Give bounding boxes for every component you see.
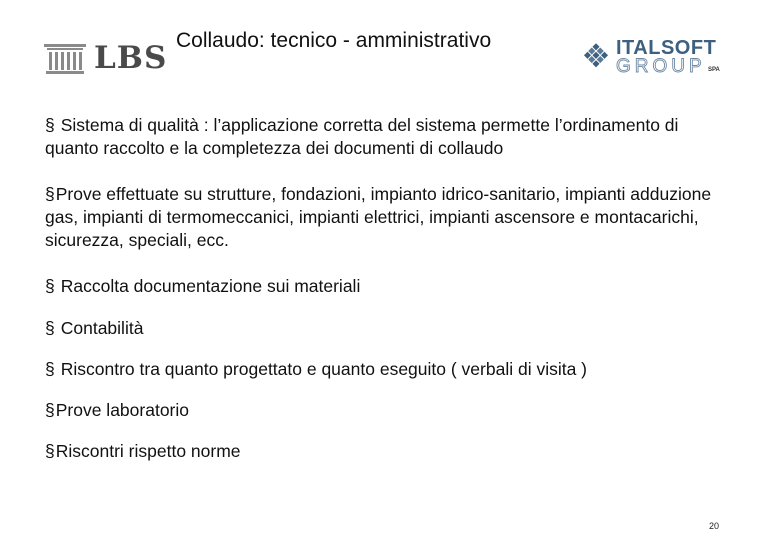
list-item bbox=[45, 317, 735, 340]
list-item bbox=[45, 399, 735, 422]
column-pillars-icon bbox=[44, 44, 86, 74]
list-item bbox=[45, 114, 735, 160]
bullet-marker: § bbox=[45, 318, 55, 338]
lbs-logo-text: LBS bbox=[94, 40, 168, 76]
italsoft-logo bbox=[578, 36, 728, 80]
list-item bbox=[45, 440, 735, 463]
bullet-marker: § bbox=[45, 115, 55, 135]
lbs-logo bbox=[44, 40, 168, 76]
list-item bbox=[45, 358, 735, 381]
list-item-text: Prove effettuate su strutture, fondazioni, impianto idrico-sanitario, impianti adduzione gas, impianti di termomeccanici, impianti elettrici, impianti ascensore e montacarichi, sicurezza, speciali, ecc. bbox=[45, 184, 712, 250]
italsoft-logo-suffix: SPA bbox=[708, 67, 720, 73]
list-item bbox=[45, 275, 735, 298]
italsoft-logo-line1: ITALSOFT bbox=[616, 37, 717, 59]
bullet-marker: § bbox=[45, 184, 55, 204]
italsoft-logo-line2: GROUP bbox=[616, 56, 706, 77]
slide-title: Collaudo: tecnico - amministrativo bbox=[176, 29, 492, 52]
list-item-text: Riscontri rispetto norme bbox=[55, 441, 241, 461]
list-item-text: Raccolta documentazione sui materiali bbox=[60, 276, 361, 296]
list-item-text: Contabilità bbox=[60, 318, 144, 338]
list-item-text: Riscontro tra quanto progettato e quanto eseguito ( verbali di visita ) bbox=[60, 359, 588, 379]
bullet-marker: § bbox=[45, 400, 55, 420]
bullet-list bbox=[45, 114, 735, 463]
bullet-marker: § bbox=[45, 276, 55, 296]
italsoft-diamond-icon bbox=[578, 36, 614, 76]
list-item-text: Prove laboratorio bbox=[55, 400, 190, 420]
bullet-marker: § bbox=[45, 441, 55, 461]
list-item-text: Sistema di qualità : l’applicazione corretta del sistema permette l’ordinamento di quanto raccolto e la completezza dei documenti di collaudo bbox=[45, 115, 679, 158]
page-number: 20 bbox=[709, 521, 720, 531]
list-item bbox=[45, 183, 735, 252]
bullet-marker: § bbox=[45, 359, 55, 379]
